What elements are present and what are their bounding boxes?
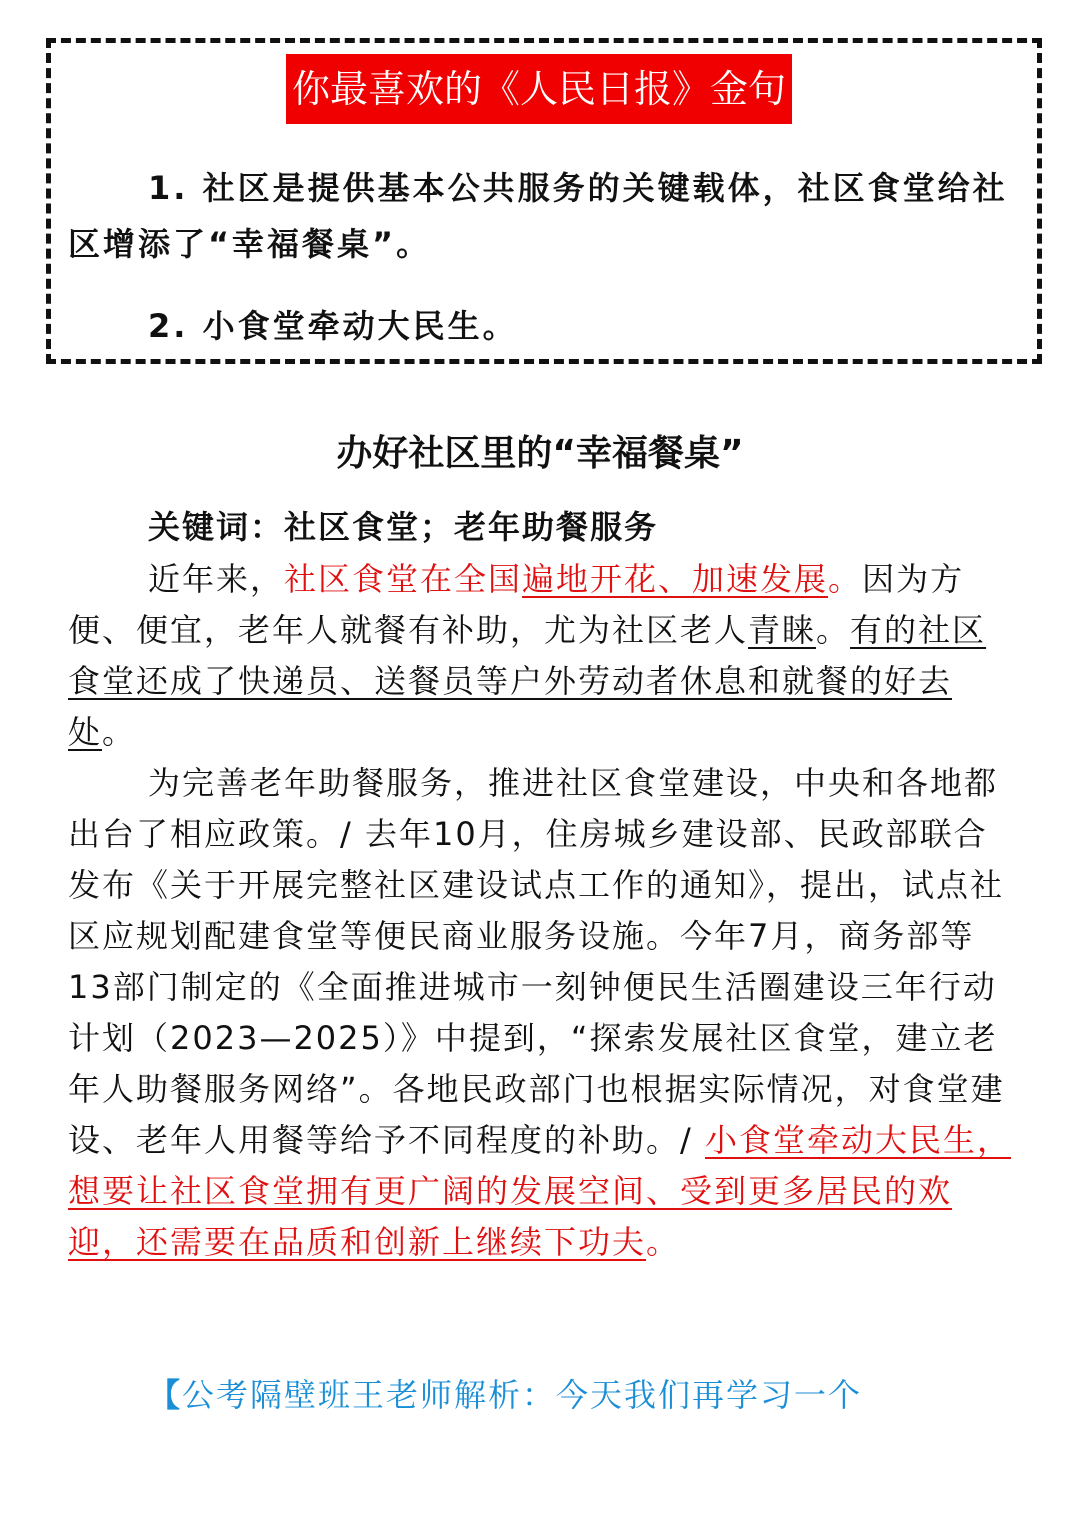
para2-highlight-red-underline: 小食堂牵动大民生，想要让社区食堂拥有更广阔的发展空间、受到更多居民的欢迎，还需要在品质和创新上继续下功夫 [68,1121,1011,1261]
quote-box-title: 你最喜欢的《人民日报》金句 [286,54,792,124]
para1-underline-qinglai: 青睐 [748,611,817,649]
para1-period-2: 。 [816,611,851,649]
keywords-line [68,502,1016,553]
paragraph-2 [68,758,1016,1268]
article-headline: 办好社区里的“幸福餐桌” [336,433,744,474]
para1-period-3: 。 [102,713,137,751]
para1-text-2: 因为方便、便宜，老年人就餐有补助，尤为社区老人 [68,560,965,649]
quote-2-text: 2. 小食堂牵动大民生。 [148,307,518,345]
analysis-text: 公考隔壁班王老师解析：今天我们再学习一个 [182,1376,863,1414]
para1-underline-sentence: 有的社区食堂还成了快递员、送餐员等户外劳动者休息和就餐的好去处 [68,611,987,751]
paragraph-3-analysis [68,1370,1016,1421]
quote-1-text: 1. 社区是提供基本公共服务的关键载体，社区食堂给社区增添了“幸福餐桌”。 [68,169,1008,263]
para1-period-red: 。 [828,560,863,598]
para1-highlight-red-underline: 遍地开花、加速发展 [522,560,829,598]
paragraph-1 [68,554,1016,758]
para2-period-red: 。 [646,1223,681,1261]
quote-1 [68,160,1012,272]
quote-2 [68,298,1012,354]
para2-text: 为完善老年助餐服务，推进社区食堂建设，中央和各地都出台了相应政策。/ 去年10月，住房城乡建设部、民政部联合发布《关于开展完整社区建设试点工作的通知》，提出，试点社区应规划配建食堂等便民商业服务设施。今年7月，商务部等13部门制定的《全面推进城市一刻钟便民生活圈建设三年行动计划（2023—2025）》中提到，“探索发展社区食堂，建立老年人助餐服务网络”。各地民政部门也根据实际情况，对食堂建设、老年人用餐等给予不同程度的补助。/ [68,764,1005,1159]
para1-text-1: 近年来， [148,560,285,598]
analysis-bracket: 【 [148,1376,183,1414]
keywords-text: 关键词：社区食堂；老年助餐服务 [148,508,659,546]
para1-highlight-red: 社区食堂在全国 [284,560,523,598]
